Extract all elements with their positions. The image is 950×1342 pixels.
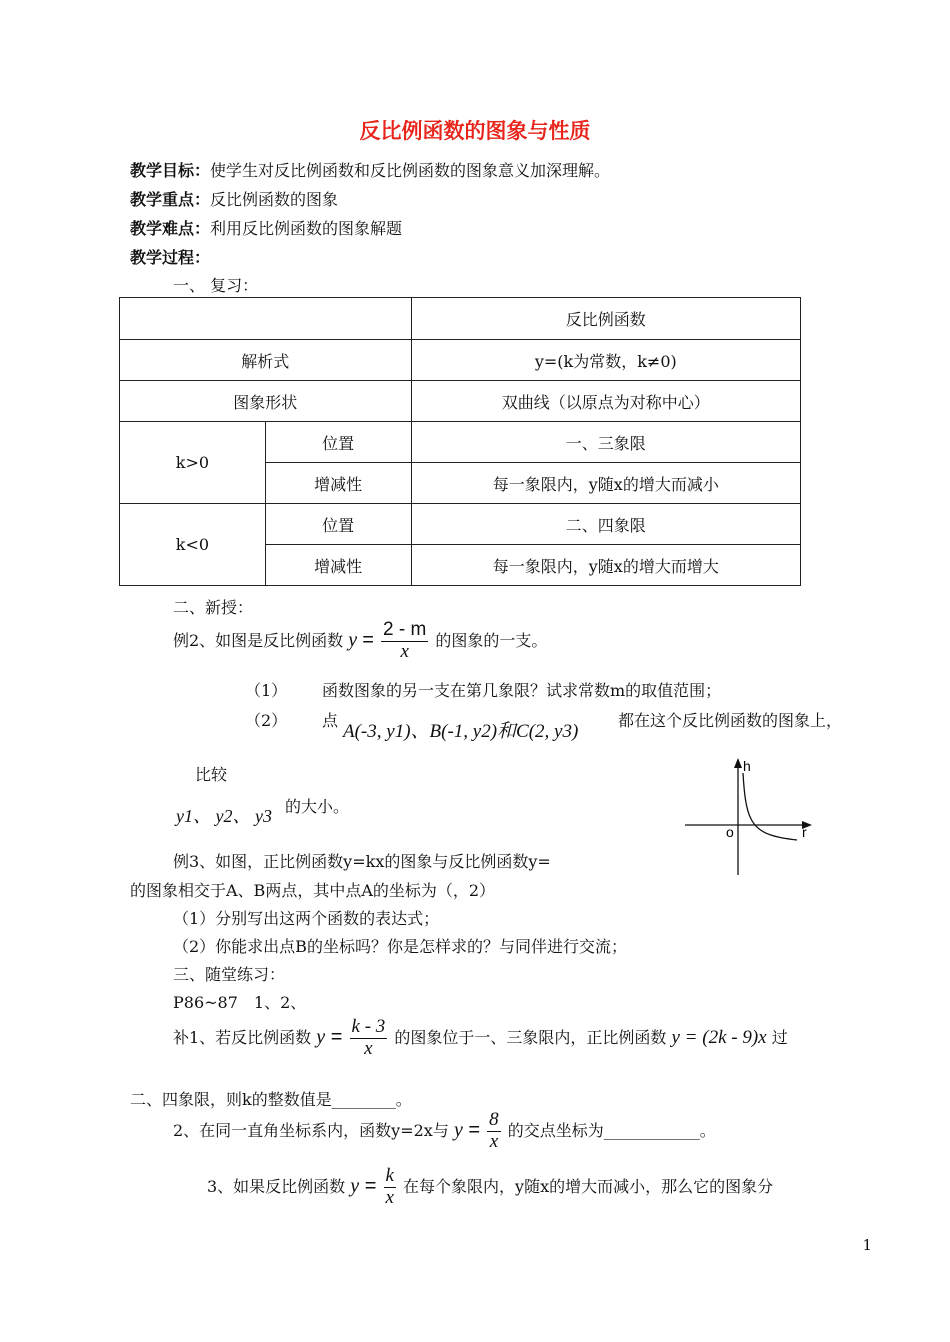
s3-y: y [350, 1174, 360, 1197]
s3-fraction [384, 1166, 396, 1209]
kpos-label: k>0 [120, 422, 266, 504]
ex2-fraction [381, 620, 428, 663]
s1-y: y [316, 1025, 326, 1048]
ex3-line1: 例3、如图，正比例函数y=kx的图象与反比例函数y= [173, 852, 551, 871]
y-axis-arrow [734, 758, 742, 768]
key-line [130, 187, 338, 210]
compare-label: 比较 [195, 765, 228, 784]
key-label: 教学重点： [130, 190, 211, 209]
ex2-denominator: x [400, 640, 409, 662]
q2-number: （2） [245, 711, 288, 730]
origin-label: o [726, 824, 734, 840]
ex2-eq: = [362, 628, 374, 651]
s3-suffix: 在每个象限内，y随x的增大而减小，那么它的图象分 [403, 1176, 774, 1196]
supplement-2 [173, 1110, 716, 1153]
ex2-suffix: 的图象的一支。 [435, 630, 548, 650]
s3-numerator: k [385, 1165, 394, 1186]
formula-value: y=(k为常数，k≠0) [411, 340, 800, 381]
s2-y: y [453, 1118, 463, 1141]
s1-line2: 二、四象限，则k的整数值是________。 [130, 1090, 412, 1109]
goal-label: 教学目标： [130, 161, 211, 180]
kneg-mono-label: 增减性 [265, 545, 411, 586]
kpos-position-value: 一、三象限 [411, 422, 800, 463]
s1-mid: 的图象位于一、三象限内，正比例函数 [394, 1027, 667, 1047]
example-2 [173, 620, 547, 663]
s2-prefix: 2、在同一直角坐标系内，函数y=2x与 [173, 1120, 449, 1140]
s2-suffix: 的交点坐标为____________。 [507, 1120, 716, 1140]
s1-prefix: 补1、若反比例函数 [173, 1027, 312, 1047]
x-axis-label: r [802, 824, 807, 840]
process-label: 教学过程： [130, 248, 211, 267]
new-heading: 二、新授： [173, 598, 254, 617]
kpos-mono-value: 每一象限内，y随x的增大而减小 [411, 463, 800, 504]
practice-heading: 三、随堂练习： [173, 965, 286, 984]
ex2-numerator: 2 - m [383, 619, 427, 640]
difficulty-label: 教学难点： [130, 219, 211, 238]
kneg-position-value: 二、四象限 [411, 504, 800, 545]
kpos-mono-label: 增减性 [265, 463, 411, 504]
kneg-mono-value: 每一象限内，y随x的增大而增大 [411, 545, 800, 586]
hyperbola-graph [682, 755, 812, 880]
kpos-position-label: 位置 [265, 422, 411, 463]
ex2-prefix: 例2、如图是反比例函数 [173, 630, 344, 650]
page-number: 1 [862, 1236, 872, 1254]
kneg-position-label: 位置 [265, 504, 411, 545]
difficulty-line [130, 216, 402, 239]
ex3-q1: （1）分别写出这两个函数的表达式； [173, 909, 440, 928]
difficulty-text: 利用反比例函数的图象解题 [210, 219, 403, 238]
ex3-line2: 的图象相交于A、B两点，其中点A的坐标为（，2） [130, 881, 496, 900]
s1-denominator: x [364, 1037, 373, 1059]
formula-label: 解析式 [120, 340, 412, 381]
s1-eq: = [325, 1025, 343, 1048]
q2-points: A(-3, y1)、B(-1, y2)和C(2, y3) [343, 721, 579, 742]
s3-eq: = [359, 1174, 377, 1197]
q2-prefix: 点 [322, 711, 339, 730]
s3-denominator: x [385, 1186, 394, 1208]
q1-number: （1） [245, 681, 288, 700]
s2-eq: = [462, 1118, 481, 1141]
review-table [119, 297, 801, 586]
goal-line [130, 158, 610, 181]
q1-text: 函数图象的另一支在第几象限？试求常数m的取值范围； [322, 681, 722, 700]
practice-pages: P86~87 1、2、 [173, 993, 307, 1012]
supplement-1 [173, 1017, 788, 1060]
s1-expression: y = (2k - 9)x [671, 1026, 767, 1048]
y-values: y1、 y2、 y3 [176, 806, 272, 826]
ex2-y: y [348, 628, 358, 651]
key-text: 反比例函数的图象 [210, 190, 339, 209]
s2-numerator: 8 [489, 1109, 499, 1130]
s2-denominator: x [489, 1130, 499, 1152]
s1-suffix: 过 [771, 1027, 788, 1047]
compare-suffix: 的大小。 [285, 797, 350, 816]
hyperbola-branch [743, 773, 797, 840]
page-title: 反比例函数的图象与性质 [359, 119, 591, 143]
s3-prefix: 3、如果反比例函数 [207, 1176, 346, 1196]
shape-value: 双曲线（以原点为对称中心） [411, 381, 800, 422]
s2-fraction [487, 1110, 501, 1153]
y-axis-label: h [743, 758, 751, 774]
goal-text: 使学生对反比例函数和反比例函数的图象意义加深理解。 [210, 161, 611, 180]
s1-numerator: k - 3 [351, 1016, 386, 1037]
review-heading: 一、 复习： [173, 276, 259, 295]
kneg-label: k<0 [120, 504, 266, 586]
ex3-q2: （2）你能求出点B的坐标吗？你是怎样求的？与同伴进行交流； [173, 937, 627, 956]
table-col-header: 反比例函数 [411, 298, 800, 340]
s1-fraction [350, 1017, 388, 1060]
shape-label: 图象形状 [120, 381, 412, 422]
supplement-3 [207, 1166, 773, 1209]
table-corner [120, 298, 412, 340]
q2-suffix: 都在这个反比例函数的图象上， [618, 711, 843, 730]
